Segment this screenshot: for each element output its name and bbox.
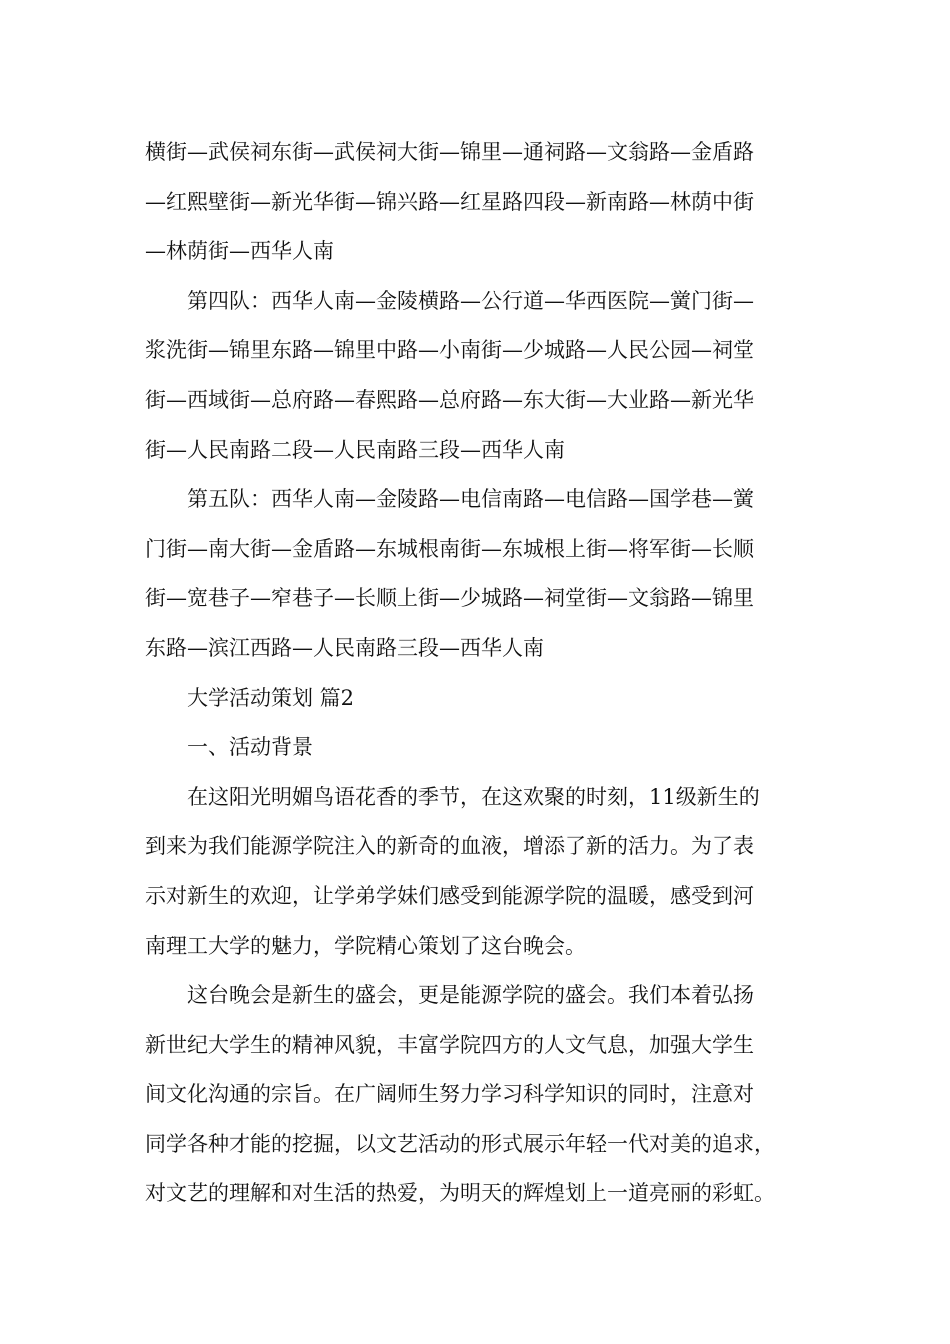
text-line: 对文艺的理解和对生活的热爱，为明天的辉煌划上一道亮丽的彩虹。	[145, 1181, 775, 1206]
text-line: 南理工大学的魅力，学院精心策划了这台晚会。	[145, 933, 586, 958]
text-line: 这台晚会是新生的盛会，更是能源学院的盛会。我们本着弘扬	[187, 983, 754, 1008]
text-line: 街—人民南路二段—人民南路三段—西华人南	[145, 437, 565, 462]
background-paragraph-2	[145, 971, 810, 1219]
text-line: 在这阳光明媚鸟语花香的季节，在这欢聚的时刻，11级新生的	[187, 784, 760, 809]
text-line: 街—西域街—总府路—春熙路—总府路—东大街—大业路—新光华	[145, 387, 754, 412]
text-line: 到来为我们能源学院注入的新奇的血液，增添了新的活力。为了表	[145, 834, 754, 859]
background-paragraph-1	[145, 773, 810, 971]
text-line: 第四队：西华人南—金陵横路—公行道—华西医院—黉门街—	[187, 288, 754, 313]
text-line: 新世纪大学生的精神风貌，丰富学院四方的人文气息，加强大学生	[145, 1032, 754, 1057]
text-line: 东路—滨江西路—人民南路三段—西华人南	[145, 635, 544, 660]
text-line: 第五队：西华人南—金陵路—电信南路—电信路—国学巷—黉	[187, 487, 754, 512]
text-line: 间文化沟通的宗旨。在广阔师生努力学习科学知识的同时，注意对	[145, 1082, 754, 1107]
text-line: 大学活动策划 篇2	[187, 685, 355, 710]
text-line: —红熙壁街—新光华街—锦兴路—红星路四段—新南路—林荫中街	[145, 189, 754, 214]
text-line: 街—宽巷子—窄巷子—长顺上街—少城路—祠堂街—文翁路—锦里	[145, 586, 754, 611]
route-4-paragraph	[145, 277, 810, 475]
text-line: 示对新生的欢迎，让学弟学妹们感受到能源学院的温暖，感受到河	[145, 883, 754, 908]
route-3-continued-paragraph	[145, 128, 810, 277]
section-title	[145, 674, 810, 724]
text-line: 同学各种才能的挖掘，以文艺活动的形式展示年轻一代对美的追求，	[145, 1131, 775, 1156]
route-5-paragraph	[145, 475, 810, 673]
text-line: 门街—南大街—金盾路—东城根南街—东城根上街—将军街—长顺	[145, 536, 754, 561]
text-line: 浆洗街—锦里东路—锦里中路—小南街—少城路—人民公园—祠堂	[145, 338, 754, 363]
section-heading	[145, 723, 810, 773]
document-page	[145, 128, 810, 1219]
text-line: 横街—武侯祠东街—武侯祠大街—锦里—通祠路—文翁路—金盾路	[145, 140, 754, 164]
text-line: 一、活动背景	[187, 735, 313, 760]
text-line: —林荫街—西华人南	[145, 239, 334, 264]
